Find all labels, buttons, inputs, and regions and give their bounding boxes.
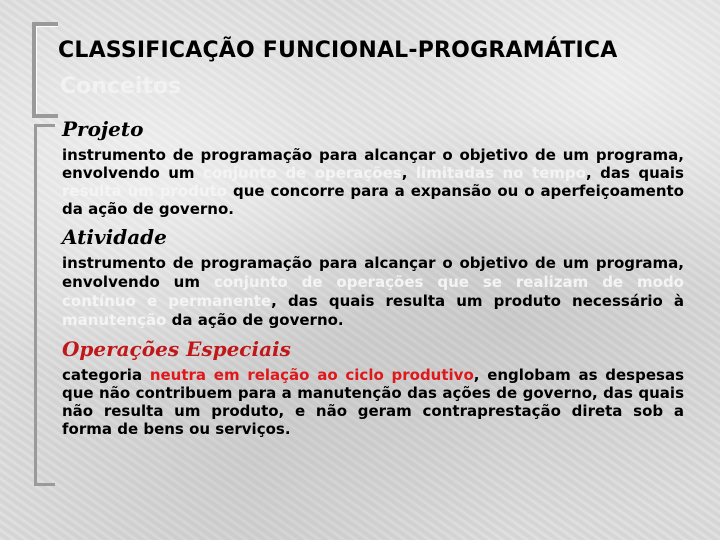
slide-subtitle: Conceitos [60,74,182,99]
slide-title: CLASSIFICAÇÃO FUNCIONAL-PROGRAMÁTICA [58,38,618,63]
operacoes-highlight: neutra em relação ao ciclo produtivo [149,366,474,384]
slide-content [62,116,684,442]
atividade-text-1: instrumento de programação para alcançar o objetivo de um programa, envolvendo um [62,254,684,291]
projeto-text-1: instrumento de programação para alcançar o objetivo de um programa, envolvendo um [62,146,684,182]
projeto-faint-3: resulta um produto [62,182,228,200]
atividade-faint-2: manutenção [62,311,167,329]
atividade-text-2: , das quais resulta um produto necessário à [271,292,685,310]
definition-atividade [62,254,684,330]
projeto-faint-2: limitadas no tempo [415,164,586,182]
heading-atividade: Atividade [62,225,167,249]
operacoes-text-2: , englobam as despesas que não contribuem para a manutenção das ações de governo, das quais não resulta um produto, e não geram contraprestação direta sob a forma de bens ou serviços. [62,366,684,438]
projeto-text-3: , das quais [585,164,684,182]
operacoes-text-1: categoria [62,366,150,384]
projeto-text-2: , [401,164,416,182]
title-bracket [32,22,58,118]
definition-projeto [62,146,684,218]
heading-operacoes-especiais: Operações Especiais [62,337,291,361]
projeto-text-4: que concorre para a expansão ou o aperfeiçoamento da ação de governo. [62,182,684,218]
projeto-faint-1: conjunto de operações [203,164,402,182]
body-bracket [34,124,55,486]
atividade-faint-1: conjunto de operações que se realizam de modo contínuo e permanente [62,273,684,310]
definition-operacoes-especiais [62,366,684,438]
heading-projeto: Projeto [62,117,144,141]
atividade-text-3: da ação de governo. [166,311,344,329]
